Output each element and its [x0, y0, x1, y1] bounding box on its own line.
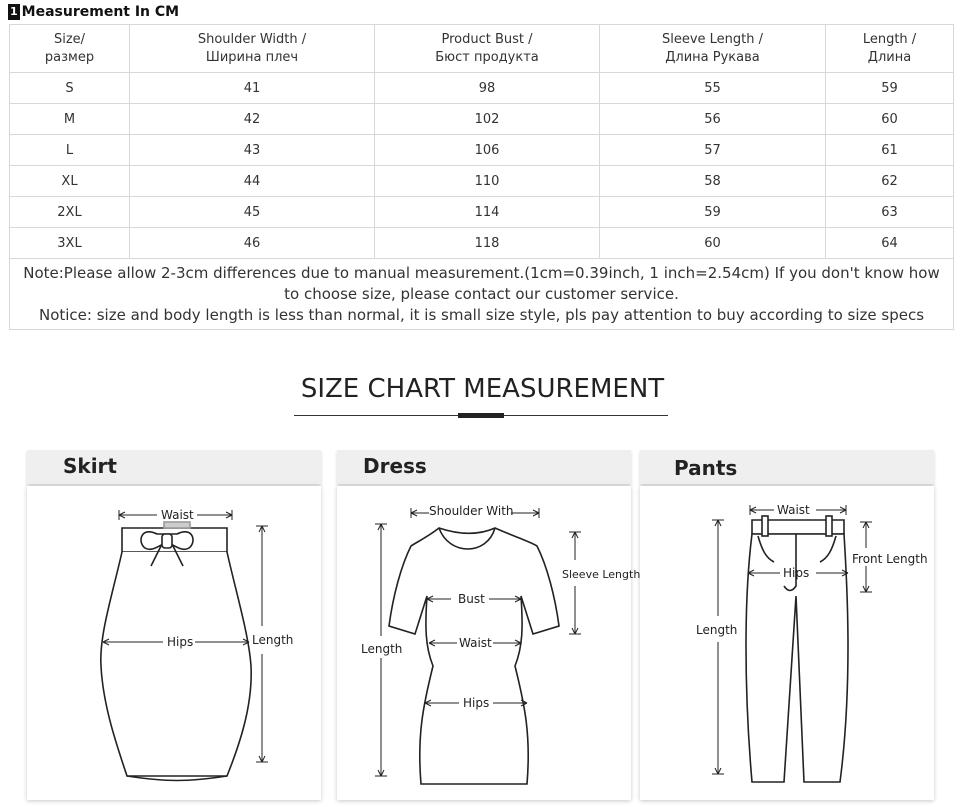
cell-sleeve: 58 — [600, 166, 826, 197]
pants-hips-label: Hips — [783, 566, 810, 580]
size-table — [9, 24, 954, 330]
column-header-length: Length / Длина — [826, 25, 954, 73]
skirt-title: Skirt — [63, 454, 117, 478]
skirt-hips-label: Hips — [167, 635, 194, 649]
cell-sleeve: 57 — [600, 135, 826, 166]
pants-panel — [640, 450, 934, 800]
table-row — [10, 197, 954, 228]
dress-shoulder-label: Shoulder With — [429, 504, 514, 518]
section-title: SIZE CHART MEASUREMENT — [300, 374, 665, 404]
pants-title: Pants — [674, 456, 738, 480]
cell-shoulder: 46 — [130, 228, 375, 259]
cell-sleeve: 59 — [600, 197, 826, 228]
skirt-panel — [27, 450, 321, 800]
pants-diagram-icon — [640, 486, 934, 800]
cell-size: 3XL — [10, 228, 130, 259]
note-text: Note:Please allow 2-3cm differences due to manual measurement.(1cm=0.39inch, 1 inch=2.54cm) If you don't know how to choose size, please contact our customer service. — [23, 263, 940, 303]
cell-bust: 118 — [375, 228, 600, 259]
table-row — [10, 166, 954, 197]
cell-size: L — [10, 135, 130, 166]
cell-bust: 102 — [375, 104, 600, 135]
title-index: 1 — [10, 5, 18, 18]
cell-shoulder: 42 — [130, 104, 375, 135]
section-divider-accent — [458, 413, 504, 418]
note-row — [10, 259, 954, 330]
column-header-size: Size/ размер — [10, 25, 130, 73]
cell-length: 64 — [826, 228, 954, 259]
pants-front-length-label: Front Length — [852, 552, 928, 566]
dress-length-label: Length — [361, 642, 403, 656]
cell-bust: 110 — [375, 166, 600, 197]
dress-title: Dress — [363, 454, 427, 478]
cell-sleeve: 55 — [600, 73, 826, 104]
cell-length: 61 — [826, 135, 954, 166]
table-row — [10, 73, 954, 104]
cell-shoulder: 45 — [130, 197, 375, 228]
cell-size: M — [10, 104, 130, 135]
notice-text: Notice: size and body length is less than normal, it is small size style, pls pay attention to buy according to size specs — [38, 305, 925, 324]
cell-length: 59 — [826, 73, 954, 104]
dress-hips-label: Hips — [463, 696, 490, 710]
dress-bust-label: Bust — [458, 592, 485, 606]
cell-size: S — [10, 73, 130, 104]
cell-size: 2XL — [10, 197, 130, 228]
cell-shoulder: 43 — [130, 135, 375, 166]
cell-bust: 98 — [375, 73, 600, 104]
cell-sleeve: 60 — [600, 228, 826, 259]
column-header-bust: Product Bust / Бюст продукта — [375, 25, 600, 73]
skirt-diagram-icon — [27, 486, 321, 800]
column-header-shoulder: Shoulder Width / Ширина плеч — [130, 25, 375, 73]
dress-panel — [337, 450, 641, 800]
skirt-waist-label: Waist — [161, 508, 194, 522]
column-header-sleeve: Sleeve Length / Длина Рукава — [600, 25, 826, 73]
pants-waist-label: Waist — [777, 503, 810, 517]
dress-panel-header — [337, 450, 631, 484]
title-text: Measurement In CM — [21, 4, 180, 20]
measurement-note — [10, 259, 954, 330]
table-row — [10, 104, 954, 135]
cell-size: XL — [10, 166, 130, 197]
table-row — [10, 135, 954, 166]
cell-bust: 106 — [375, 135, 600, 166]
cell-length: 60 — [826, 104, 954, 135]
table-header-row — [10, 25, 954, 73]
cell-bust: 114 — [375, 197, 600, 228]
pants-panel-header — [640, 450, 934, 484]
measurement-title — [8, 2, 179, 22]
cell-sleeve: 56 — [600, 104, 826, 135]
cell-length: 63 — [826, 197, 954, 228]
cell-shoulder: 44 — [130, 166, 375, 197]
cell-length: 62 — [826, 166, 954, 197]
skirt-panel-header — [27, 450, 321, 484]
pants-length-label: Length — [696, 623, 738, 637]
table-row — [10, 228, 954, 259]
dress-sleeve-label: Sleeve Length — [562, 568, 641, 581]
dress-waist-label: Waist — [459, 636, 492, 650]
skirt-length-label: Length — [252, 633, 294, 647]
dress-diagram-icon — [337, 486, 641, 800]
cell-shoulder: 41 — [130, 73, 375, 104]
